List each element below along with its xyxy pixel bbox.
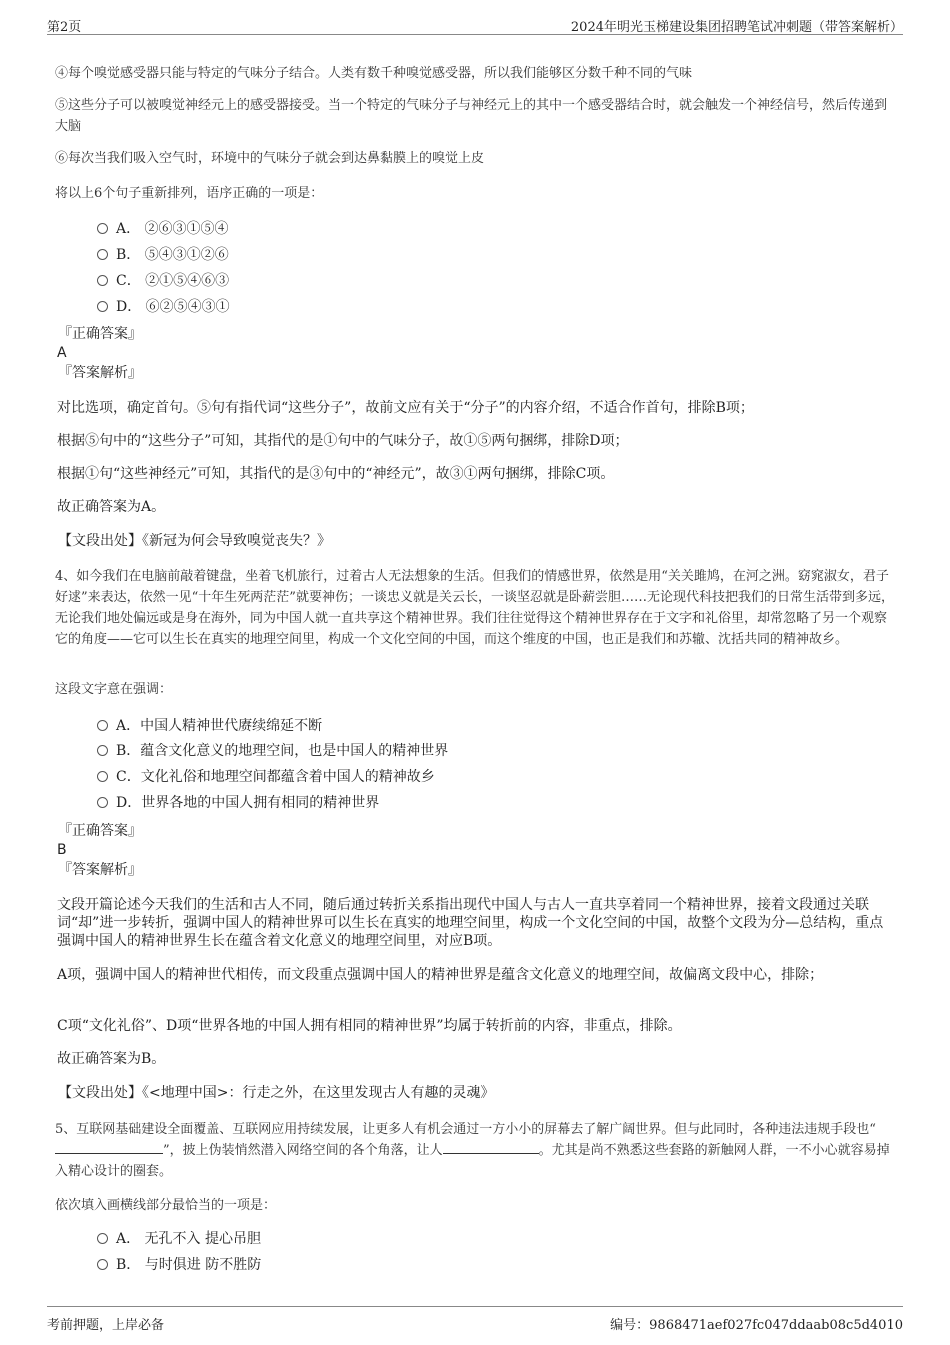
q5-prompt: 依次填入画横线部分最恰当的一项是： bbox=[55, 1198, 277, 1213]
q4-source: 【文段出处】《<地理中国>：行走之外，在这里发现古人有趣的灵魂》 bbox=[58, 1085, 495, 1101]
radio-icon[interactable] bbox=[97, 301, 108, 312]
q5-option-a[interactable]: A． 无孔不入 提心吊胆 bbox=[97, 1229, 261, 1249]
q4-option-d[interactable]: D．世界各地的中国人拥有相同的精神世界 bbox=[97, 793, 379, 813]
q4-option-c[interactable]: C．文化礼俗和地理空间都蕴含着中国人的精神故乡 bbox=[97, 767, 435, 787]
radio-icon[interactable] bbox=[97, 275, 108, 286]
q3-option-d[interactable]: D． ⑥②⑤④③① bbox=[97, 297, 230, 317]
footer-slogan: 考前押题，上岸必备 bbox=[47, 1318, 165, 1333]
q4-answer-label: 『正确答案』 bbox=[58, 823, 142, 839]
q4-answer: B bbox=[57, 842, 67, 858]
q5-option-b[interactable]: B． 与时俱进 防不胜防 bbox=[97, 1255, 261, 1275]
q4-prompt: 这段文字意在强调： bbox=[55, 682, 173, 697]
fill-blank-2[interactable] bbox=[443, 1141, 539, 1154]
q3-analysis-3: 根据①句“这些神经元”可知，其指代的是③句中的“神经元”，故③①两句捆绑，排除C项。 bbox=[57, 466, 615, 482]
q3-sentence-6: ⑥每次当我们吸入空气时，环境中的气味分子就会到达鼻黏膜上的嗅觉上皮 bbox=[55, 151, 485, 166]
q4-option-b[interactable]: B．蕴含文化意义的地理空间，也是中国人的精神世界 bbox=[97, 741, 448, 761]
radio-icon[interactable] bbox=[97, 745, 108, 756]
q4-analysis-3: C项“文化礼俗”、D项“世界各地的中国人拥有相同的精神世界”均属于转折前的内容，非重点，排除。 bbox=[57, 1018, 682, 1034]
q3-prompt: 将以上6个句子重新排列，语序正确的一项是： bbox=[55, 186, 324, 201]
fill-blank-1[interactable] bbox=[55, 1141, 163, 1154]
page-number: 第2页 bbox=[47, 20, 82, 35]
q3-analysis-2: 根据⑤句中的“这些分子”可知，其指代的是①句中的气味分子，故①⑤两句捆绑，排除D项； bbox=[57, 433, 629, 449]
radio-icon[interactable] bbox=[97, 1259, 108, 1270]
q3-answer: A bbox=[57, 345, 67, 361]
q3-answer-label: 『正确答案』 bbox=[58, 326, 142, 342]
radio-icon[interactable] bbox=[97, 223, 108, 234]
radio-icon[interactable] bbox=[97, 249, 108, 260]
page-footer bbox=[47, 1306, 903, 1331]
q4-option-a[interactable]: A．中国人精神世代赓续绵延不断 bbox=[97, 716, 322, 736]
q5-stem: 5、互联网基础建设全面覆盖、互联网应用持续发展，让更多人有机会通过一方小小的屏幕去了解广阔世界。但与此同时，各种违法违规手段也“”，披上伪装悄然潜入网络空间的各个角落，让人 。尤其是尚不熟悉这些套路的新触网人群，一不小心就容易掉入精心设计的圈套。 bbox=[55, 1122, 890, 1179]
q3-option-c[interactable]: C． ②①⑤④⑥③ bbox=[97, 271, 229, 291]
q3-source: 【文段出处】《新冠为何会导致嗅觉丧失？》 bbox=[58, 533, 331, 549]
radio-icon[interactable] bbox=[97, 720, 108, 731]
q3-analysis-label: 『答案解析』 bbox=[58, 365, 142, 381]
document-id: 编号：9868471aef027fc047ddaab08c5d4010 bbox=[610, 1318, 903, 1333]
radio-icon[interactable] bbox=[97, 1233, 108, 1244]
radio-icon[interactable] bbox=[97, 797, 108, 808]
radio-icon[interactable] bbox=[97, 771, 108, 782]
document-title: 2024年明光玉梯建设集团招聘笔试冲刺题（带答案解析） bbox=[570, 20, 903, 35]
q4-stem: 4、如今我们在电脑前敲着键盘，坐着飞机旅行，过着古人无法想象的生活。但我们的情感世界，依然是用“关关雎鸠，在河之洲。窈窕淑女，君子好逑”来表达，依然一见“十年生死两茫茫”就要神伤；一谈忠义就是关云长，一谈坚忍就是卧薪尝胆……无论现代科技把我们的日常生活带到多远，无论我们地处偏远或是身在海外，同为中国人就一直共享这个精神世界。我们往往觉得这个精神世界存在于文字和礼俗里，却常忽略了另一个观察它的角度——它可以生长在真实的地理空间里，构成一个文化空间的中国，而这个维度的中国，也正是我们和苏辙、沈括共同的精神故乡。 bbox=[55, 569, 894, 647]
q3-option-a[interactable]: A． ②⑥③①⑤④ bbox=[97, 219, 229, 239]
q4-analysis-label: 『答案解析』 bbox=[58, 862, 142, 878]
q3-analysis-1: 对比选项，确定首句。⑤句有指代词“这些分子”，故前文应有关于“分子”的内容介绍，不适合作首句，排除B项； bbox=[57, 400, 754, 416]
q3-analysis-4: 故正确答案为A。 bbox=[57, 499, 166, 515]
q4-analysis-2: A项，强调中国人的精神世代相传，而文段重点强调中国人的精神世界是蕴含文化意义的地理空间，故偏离文段中心，排除； bbox=[57, 967, 824, 983]
q3-option-b[interactable]: B． ⑤④③①②⑥ bbox=[97, 245, 229, 265]
q3-sentence-5: ⑤这些分子可以被嗅觉神经元上的感受器接受。当一个特定的气味分子与神经元上的其中一个感受器结合时，就会触发一个神经信号，然后传递到大脑 bbox=[55, 98, 888, 134]
q3-sentence-4: ④每个嗅觉感受器只能与特定的气味分子结合。人类有数千种嗅觉感受器，所以我们能够区分数千种不同的气味 bbox=[55, 66, 693, 81]
page-header bbox=[47, 14, 903, 35]
q4-analysis-1: 文段开篇论述今天我们的生活和古人不同，随后通过转折关系指出现代中国人与古人一直共享着同一个精神世界，接着文段通过关联词“却”进一步转折，强调中国人的精神世界可以生长在真实的地理空间里，构成一个文化空间的中国，故整个文段为分—总结构，重点强调中国人的精神世界生长在蕴含着文化意义的地理空间里，对应B项。 bbox=[57, 897, 884, 949]
q4-analysis-4: 故正确答案为B。 bbox=[57, 1051, 166, 1067]
